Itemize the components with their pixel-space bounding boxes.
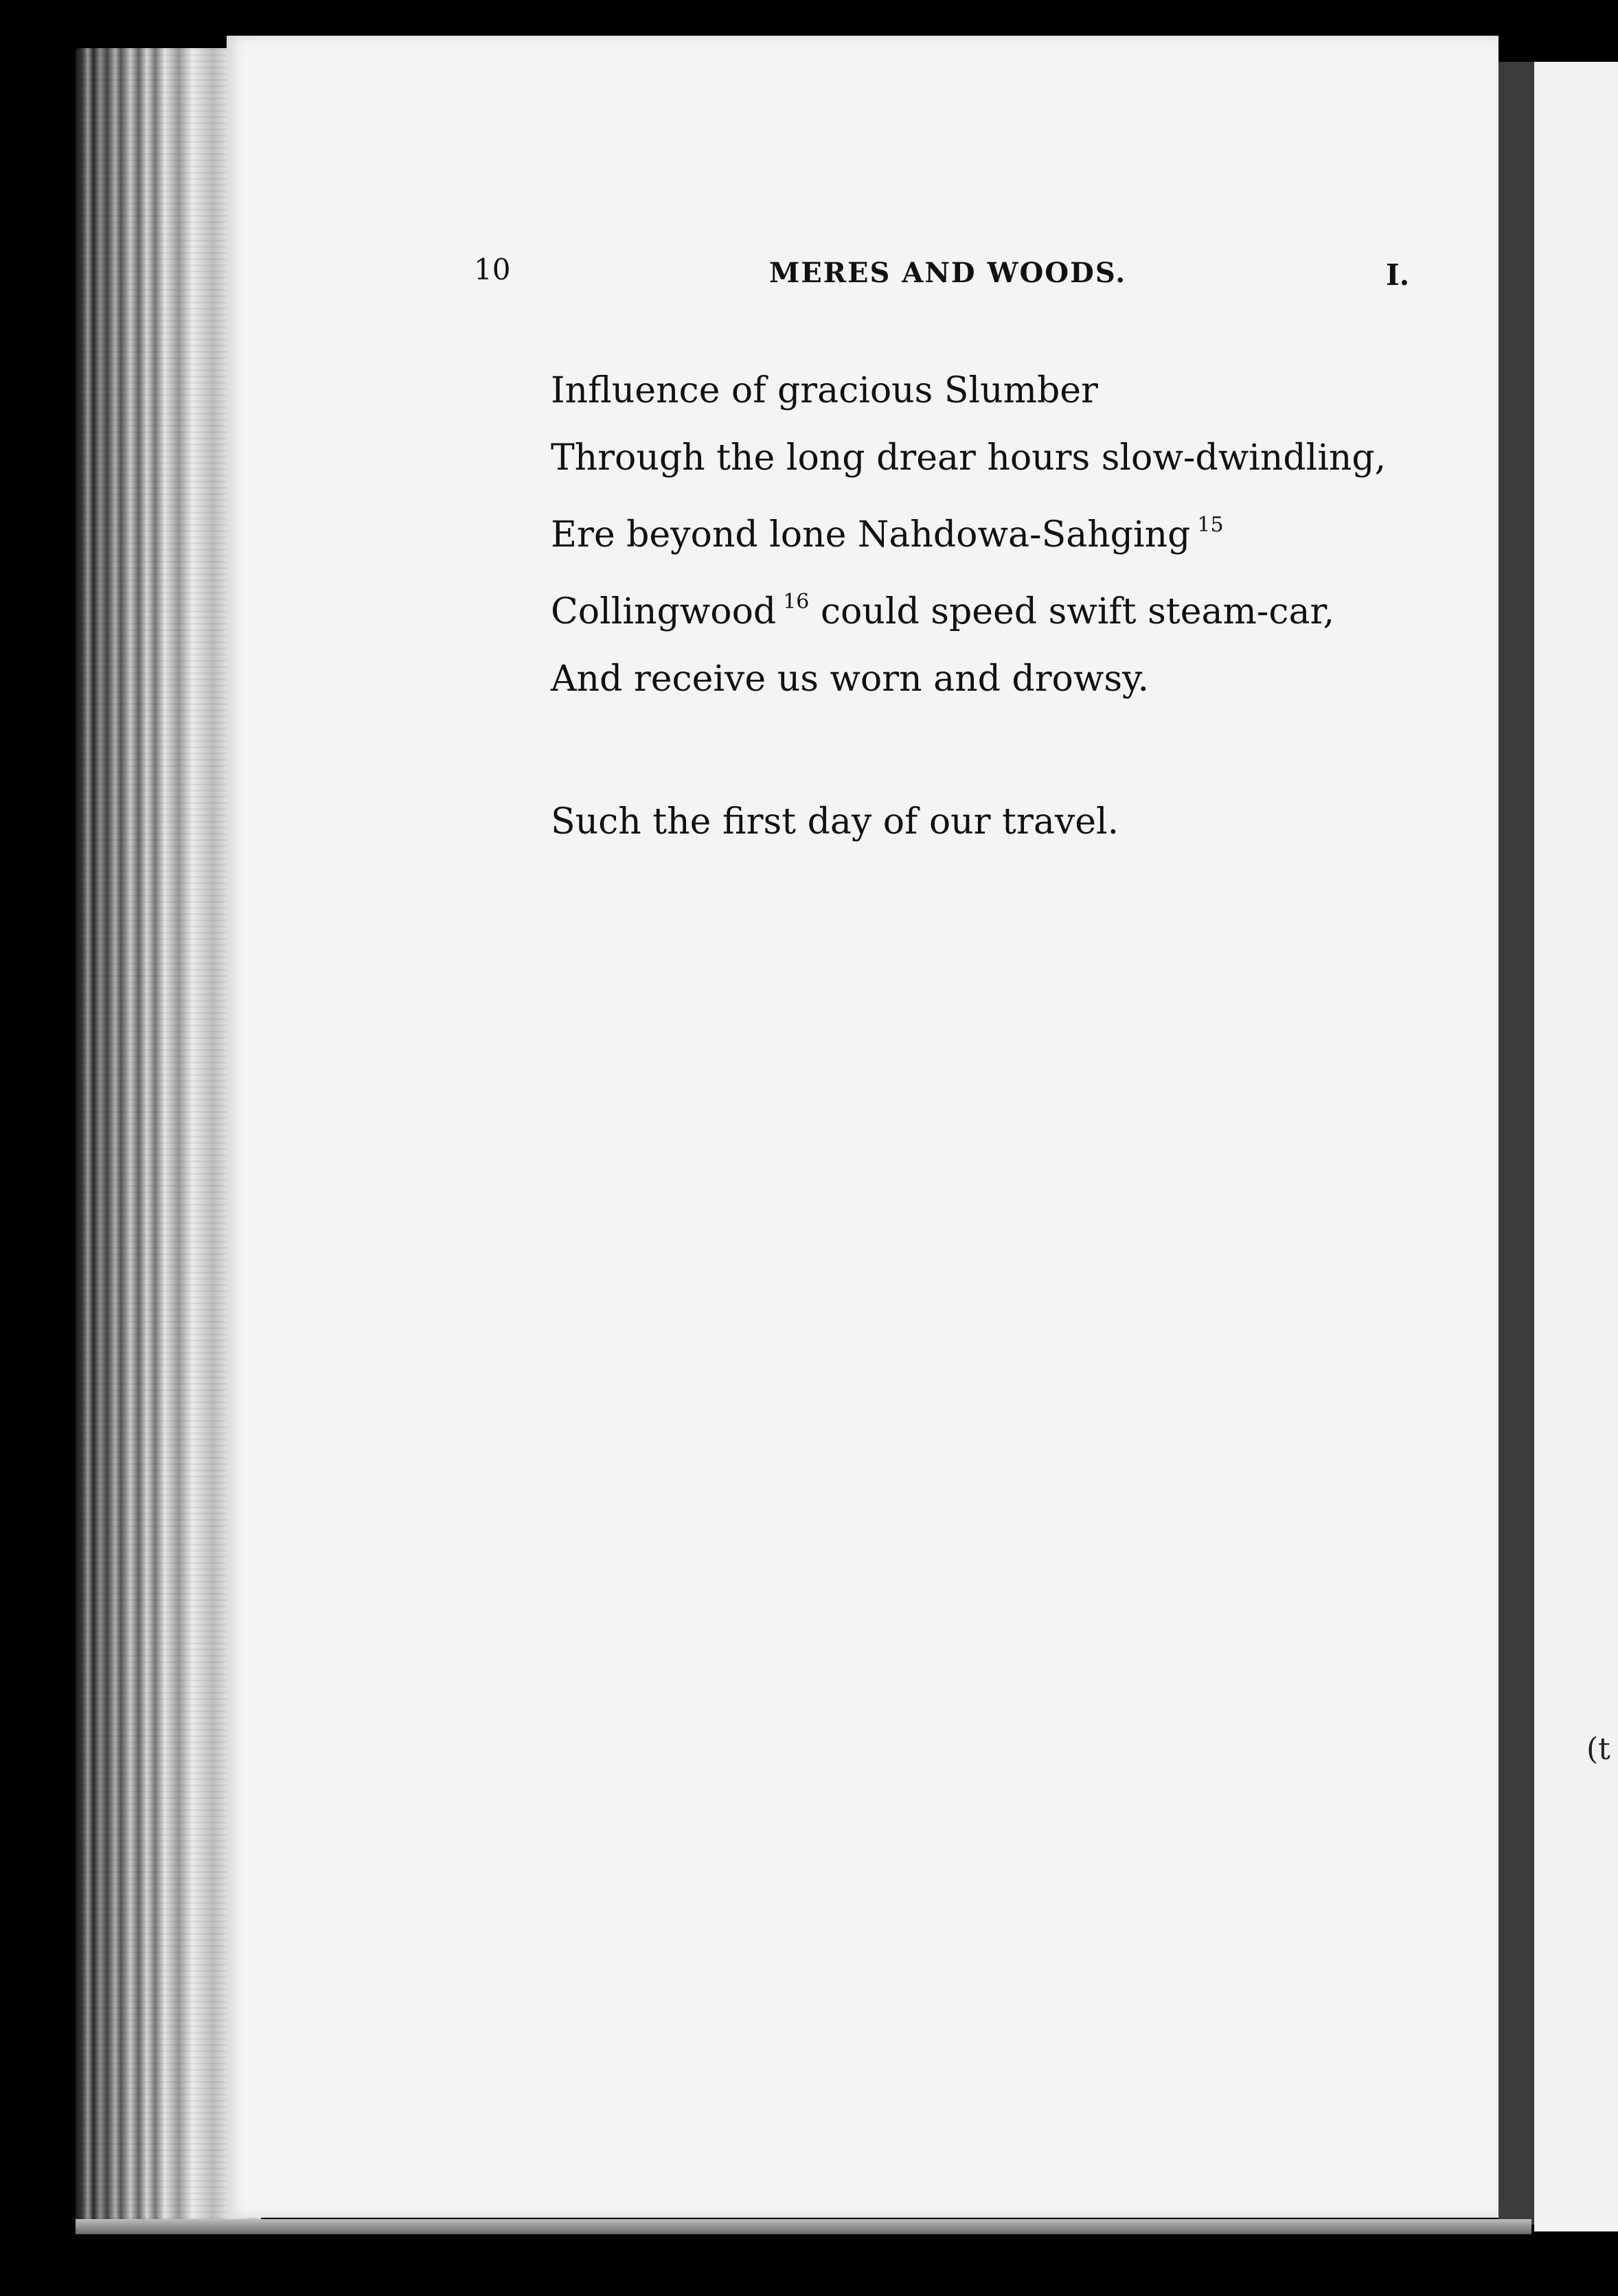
poem-text bbox=[551, 357, 1457, 856]
line-text: Influence of gracious Slumber bbox=[551, 370, 1098, 411]
section-numeral: I. bbox=[1386, 258, 1410, 292]
page-bottom-edge bbox=[76, 2219, 1531, 2234]
poem-line bbox=[551, 492, 1457, 569]
poem-line bbox=[551, 788, 1457, 856]
line-text: Through the long drear hours slow-dwindling, bbox=[551, 437, 1387, 479]
line-text: And receive us worn and drowsy. bbox=[551, 658, 1150, 700]
poem-line bbox=[551, 645, 1457, 713]
line-text: Ere beyond lone Nahdowa-Sahging bbox=[551, 514, 1191, 555]
page-gutter bbox=[1499, 62, 1534, 2225]
page-number: 10 bbox=[474, 253, 511, 286]
line-text: Collingwood bbox=[551, 591, 777, 632]
adjacent-page bbox=[1534, 62, 1618, 2231]
poem-line bbox=[551, 569, 1457, 645]
stanza-break bbox=[551, 713, 1457, 788]
running-title: MERES AND WOODS. bbox=[769, 257, 1127, 289]
footnote-marker: 15 bbox=[1197, 513, 1224, 537]
poem-line bbox=[551, 424, 1457, 492]
line-text: Such the first day of our travel. bbox=[551, 801, 1119, 842]
footnote-marker: 16 bbox=[783, 590, 810, 614]
line-text-continued: could speed swift steam-car, bbox=[820, 591, 1335, 632]
adjacent-page-text-fragment: (t bbox=[1586, 1732, 1610, 1767]
running-header bbox=[0, 253, 1618, 294]
poem-line bbox=[551, 357, 1457, 424]
